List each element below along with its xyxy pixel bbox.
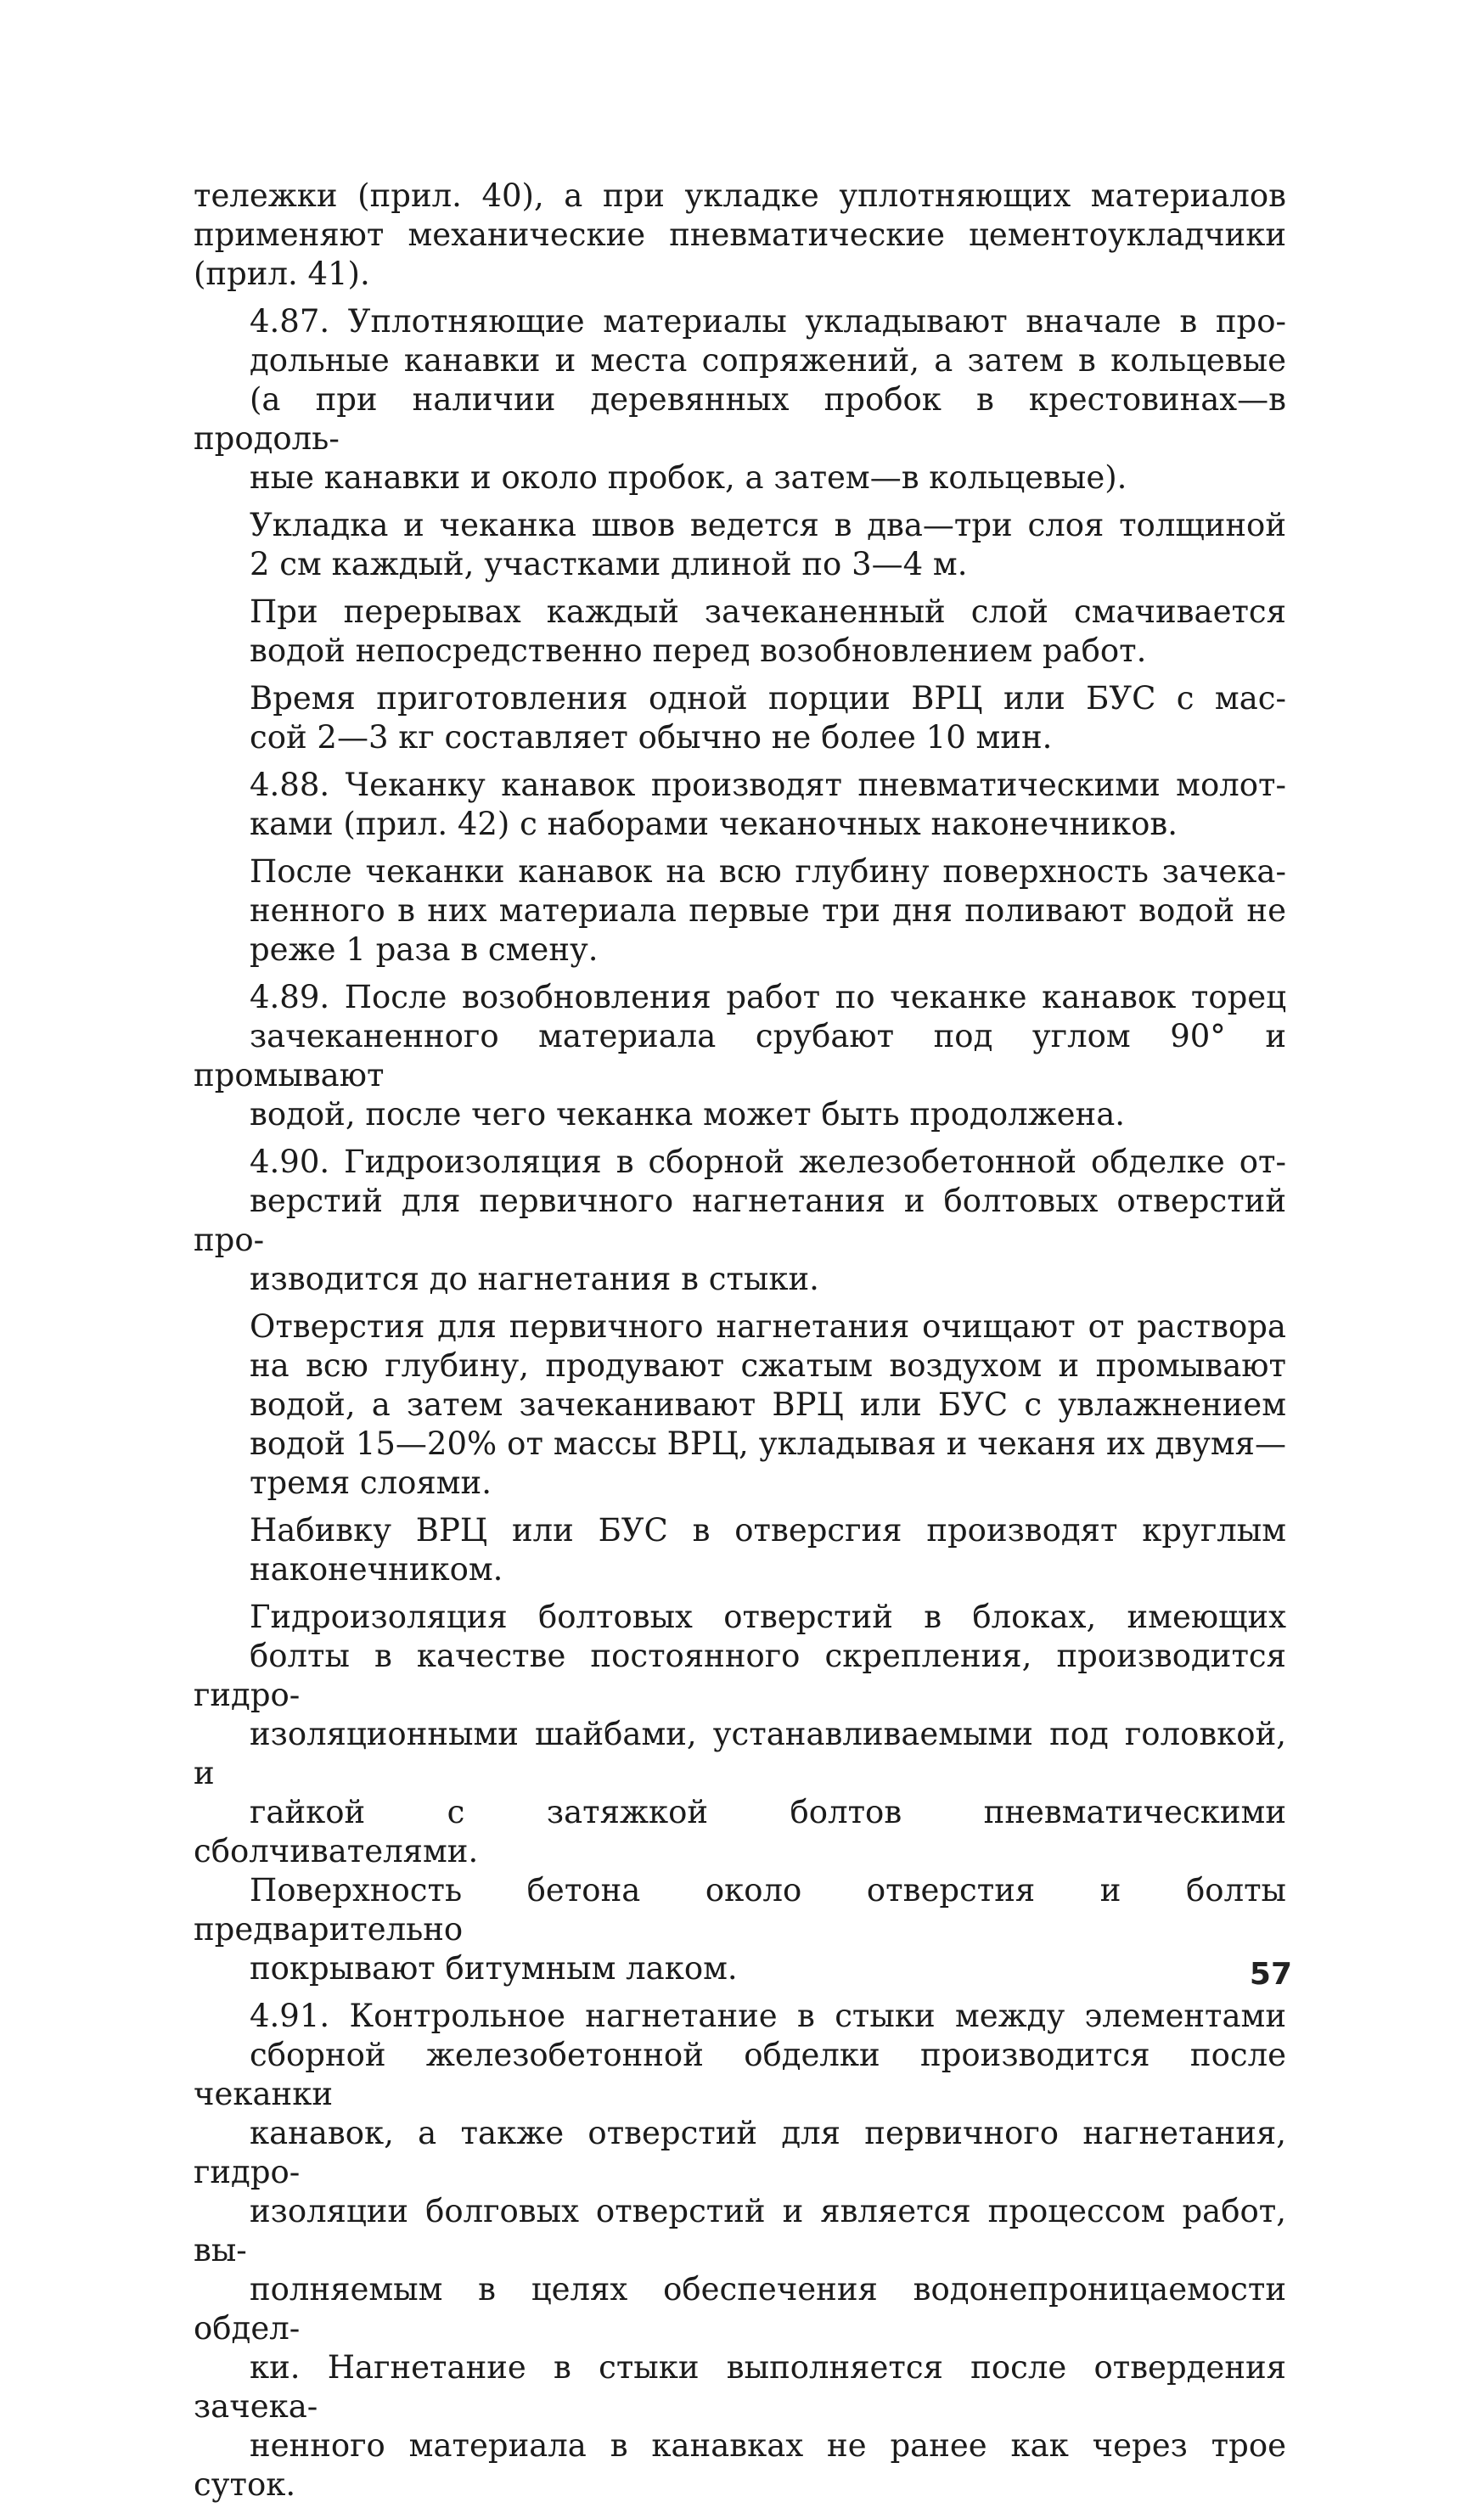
- paragraph-primary-injection-holes: [194, 1307, 1286, 1503]
- text-line: 4.89. После возобновления работ по чеканке канавок торец: [250, 979, 1286, 1015]
- text-line: дольные канавки и места сопряжений, а затем в кольцевые: [250, 342, 1286, 379]
- text-line: применяют механические пневматические цементоукладчики: [194, 216, 1286, 253]
- text-line: изоляционными шайбами, устанавливаемыми под головкой, и: [194, 1716, 1286, 1791]
- text-line: 2 см каждый, участками длиной по 3—4 м.: [250, 546, 968, 582]
- text-line: При перерывах каждый зачеканенный слой смачивается: [250, 593, 1286, 630]
- text-line: реже 1 раза в смену.: [250, 931, 599, 968]
- text-line: водой непосредственно перед возобновлением работ.: [250, 632, 1147, 669]
- page-body: [194, 177, 1286, 2513]
- paragraph-4-89: [194, 978, 1286, 1134]
- text-line: ки. Нагнетание в стыки выполняется после отвердения зачека-: [194, 2349, 1286, 2425]
- text-line: полняемым в целях обеспечения водонепроницаемости обдел-: [194, 2271, 1286, 2347]
- text-line: ками (прил. 42) с наборами чеканочных наконечников.: [250, 806, 1178, 842]
- text-line: Время приготовления одной порции ВРЦ или БУС с мас-: [250, 680, 1286, 717]
- paragraph-preparation-time: [194, 679, 1286, 757]
- paragraph-after-caulking: [194, 852, 1286, 970]
- paragraph-4-87: [194, 302, 1286, 498]
- text-line: Отверстия для первичного нагнетания очищают от раствора: [250, 1308, 1286, 1345]
- text-line: сой 2—3 кг составляет обычно не более 10 мин.: [250, 719, 1053, 756]
- text-line: 4.91. Контрольное нагнетание в стыки между элементами: [250, 1998, 1286, 2034]
- text-line: ненного в них материала первые три дня поливают водой не: [250, 892, 1286, 929]
- text-line: После чеканки канавок на всю глубину поверхность зачека-: [250, 853, 1286, 890]
- text-line: сборной железобетонной обделки производится после чеканки: [194, 2037, 1286, 2112]
- text-line: 4.88. Чеканку канавок производят пневматическими молот-: [250, 767, 1286, 803]
- text-line: водой, после чего чеканка может быть продолжена.: [250, 1096, 1126, 1133]
- text-line: (а при наличии деревянных пробок в крестовинах—в продоль-: [194, 381, 1286, 457]
- text-line: тележки (прил. 40), а при укладке уплотняющих материалов: [194, 177, 1286, 214]
- paragraph-breaks: [194, 593, 1286, 671]
- text-line: водой 15—20% от массы ВРЦ, укладывая и чеканя их двумя—: [250, 1425, 1286, 1462]
- text-line: канавок, а также отверстий для первичного нагнетания, гидро-: [194, 2115, 1286, 2190]
- text-line: изводится до нагнетания в стыки.: [250, 1261, 819, 1297]
- paragraph-4-91: [194, 1997, 1286, 2505]
- text-line: тремя слоями.: [250, 1465, 492, 1501]
- text-line: Набивку ВРЦ или БУС в отверсгия производят круглым: [250, 1512, 1286, 1549]
- text-line: наконечником.: [250, 1551, 503, 1588]
- page-number: 57: [1249, 1957, 1292, 1992]
- paragraph-packing: [194, 1511, 1286, 1589]
- text-line: гайкой с затяжкой болтов пневматическими сболчивателями.: [194, 1794, 1286, 1869]
- paragraph-layering: [194, 506, 1286, 584]
- paragraph-bolt-holes: [194, 1598, 1286, 1988]
- text-line: (прил. 41).: [194, 256, 370, 292]
- paragraph-4-90: [194, 1143, 1286, 1299]
- text-line: 4.87. Уплотняющие материалы укладывают вначале в про-: [250, 303, 1286, 340]
- text-line: болты в качестве постоянного скрепления, производится гидро-: [194, 1638, 1286, 1713]
- text-line: водой, а затем зачеканивают ВРЦ или БУС с увлажнением: [250, 1386, 1286, 1423]
- paragraph-4-88: [194, 766, 1286, 844]
- text-line: покрывают битумным лаком.: [250, 1950, 738, 1987]
- text-line: ные канавки и около пробок, а затем—в кольцевые).: [250, 459, 1127, 496]
- paragraph-continuation: [194, 177, 1286, 294]
- text-line: верстий для первичного нагнетания и болтовых отверстий про-: [194, 1183, 1286, 1258]
- text-line: изоляции болговых отверстий и является процессом работ, вы-: [194, 2193, 1286, 2268]
- text-line: Укладка и чеканка швов ведется в два—три слоя толщиной: [250, 507, 1286, 543]
- text-line: 4.90. Гидроизоляция в сборной железобетонной обделке от-: [250, 1144, 1286, 1180]
- text-line: зачеканенного материала срубают под углом 90° и промывают: [194, 1018, 1286, 1093]
- text-line: на всю глубину, продувают сжатым воздухом и промывают: [250, 1347, 1286, 1384]
- text-line: Поверхность бетона около отверстия и болты предварительно: [194, 1872, 1286, 1948]
- text-line: ненного материала в канавках не ранее как через трое суток.: [194, 2427, 1286, 2503]
- text-line: Гидроизоляция болтовых отверстий в блоках, имеющих: [250, 1599, 1286, 1635]
